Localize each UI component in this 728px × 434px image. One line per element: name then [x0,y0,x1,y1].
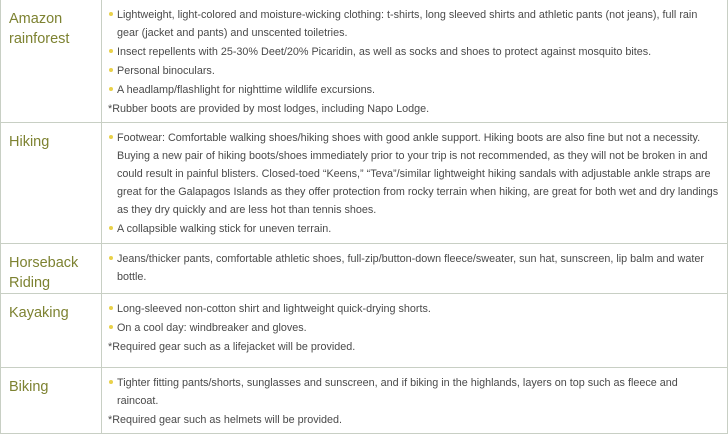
item-text: Personal binoculars. [117,65,215,77]
list-item [108,300,721,318]
item-list [108,374,721,410]
item-list [108,129,721,238]
bullet-dot-icon [109,49,113,53]
list-item [108,6,721,42]
item-text: Footwear: Comfortable walking shoes/hiking shoes with good ankle support. Hiking boots are also fine but not a necessity. Buying a new pair of hiking boots/shoes immediately prior to your trip is not recommended, as they will not be broken in and could result in painful blisters. Closed-toed “Keens,” “Teva”/similar lightweight hiking sandals with adjustable ankle straps are great for the Galapagos Islands as they offer protection from rocky terrain when hiking, are great for both wet and dry landings as they dry quickly and are less hot than tennis shoes. [117,132,719,216]
item-list [108,6,721,99]
list-item [108,374,721,410]
item-text: Insect repellents with 25-30% Deet/20% Picaridin, as well as socks and shoes to protect against mosquito bites. [117,46,652,58]
item-text: Jeans/thicker pants, comfortable athletic shoes, full-zip/button-down fleece/sweater, sun hat, sunscreen, lip balm and water bottle. [117,253,704,283]
bullet-dot-icon [109,226,113,230]
table-row [1,123,728,244]
bullet-dot-icon [109,87,113,91]
items-cell [102,0,728,123]
activity-label: Hiking [9,134,50,150]
activity-cell [1,294,102,368]
row-note: *Required gear such as a lifejacket will be provided. [108,341,356,353]
item-text: A headlamp/flashlight for nighttime wildlife excursions. [117,84,376,96]
item-list [108,300,721,337]
bullet-dot-icon [109,12,113,16]
item-text: Long-sleeved non-cotton shirt and lightweight quick-drying shorts. [117,303,431,315]
list-item [108,250,721,286]
activity-cell [1,368,102,434]
activity-cell [1,0,102,123]
item-text: On a cool day: windbreaker and gloves. [117,322,307,334]
list-item [108,129,721,219]
table-row [1,0,728,123]
table-row [1,294,728,368]
list-item [108,319,721,337]
items-cell [102,368,728,434]
table-row [1,368,728,434]
activity-label: Amazon rainforest [9,11,70,47]
item-text: A collapsible walking stick for uneven terrain. [117,223,332,235]
bullet-dot-icon [109,256,113,260]
bullet-dot-icon [109,135,113,139]
list-item [108,43,721,61]
row-note: *Rubber boots are provided by most lodges, including Napo Lodge. [108,103,430,115]
bullet-dot-icon [109,68,113,72]
activity-cell [1,244,102,294]
table-row [1,244,728,294]
activity-label: Kayaking [9,305,69,321]
activity-label: Biking [9,379,49,395]
list-item [108,81,721,99]
items-cell [102,123,728,244]
list-item [108,220,721,238]
bullet-dot-icon [109,325,113,329]
activity-label: Horseback Riding [9,255,79,291]
items-cell [102,294,728,368]
activity-cell [1,123,102,244]
item-text: Lightweight, light-colored and moisture-wicking clothing: t-shirts, long sleeved shirts and athletic pants (not jeans), full rain gear (jacket and pants) and unscented toiletries. [117,9,698,39]
list-item [108,62,721,80]
item-list [108,250,721,286]
bullet-dot-icon [109,306,113,310]
bullet-dot-icon [109,380,113,384]
items-cell [102,244,728,294]
row-note: *Required gear such as helmets will be provided. [108,414,343,426]
item-text: Tighter fitting pants/shorts, sunglasses and sunscreen, and if biking in the highlands, layers on top such as fleece and raincoat. [117,377,678,407]
